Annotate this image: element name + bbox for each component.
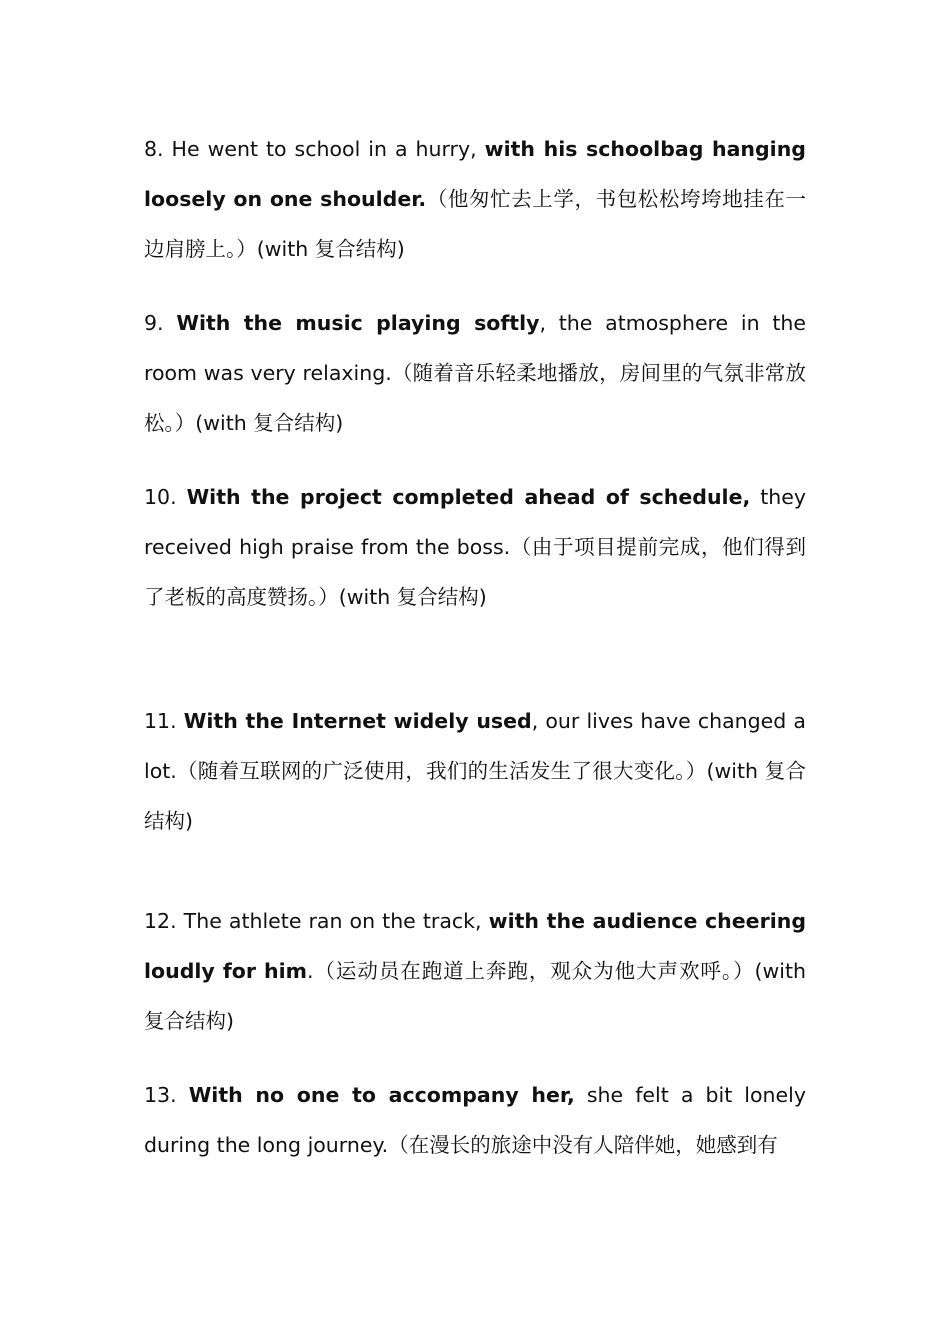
sentence-translation: , the atmosphere in the room was very relaxing.（随着音乐轻柔地播放，房间里的气氛非常放松。）(with 复合结构) xyxy=(144,311,806,435)
sentence-translation: , our lives have changed a lot.（随着互联网的广泛使用，我们的生活发生了很大变化。）(with 复合结构) xyxy=(144,709,806,833)
sentence-bold-phrase: With the music playing softly xyxy=(176,311,540,335)
sentence-bold-phrase: With no one to accompany her, xyxy=(188,1083,575,1107)
sentence-number: 13. xyxy=(144,1083,177,1107)
sentence-text xyxy=(164,311,177,335)
sentence-bold-phrase: With the Internet widely used xyxy=(183,709,532,733)
sentence-bold-phrase: with the audience cheering loudly for him xyxy=(144,909,806,983)
sentence-number: 11. xyxy=(144,709,177,733)
sentence-translation: .（运动员在跑道上奔跑，观众为他大声欢呼。）(with 复合结构) xyxy=(144,959,806,1033)
example-sentence-13 xyxy=(144,1070,806,1170)
sentence-translation: she felt a bit lonely during the long journey.（在漫长的旅途中没有人陪伴她，她感到有 xyxy=(144,1083,806,1157)
sentence-text xyxy=(177,1083,189,1107)
example-sentence-10 xyxy=(144,472,806,622)
sentence-text: He went to school in a hurry, xyxy=(163,137,485,161)
sentence-number: 8. xyxy=(144,137,164,161)
sentence-number: 10. xyxy=(144,485,177,509)
example-sentence-9 xyxy=(144,298,806,448)
sentence-text xyxy=(177,485,187,509)
sentence-bold-phrase: With the project completed ahead of schedule, xyxy=(186,485,751,509)
sentence-translation: they received high praise from the boss.（由于项目提前完成，他们得到了老板的高度赞扬。）(with 复合结构) xyxy=(144,485,806,609)
example-sentence-8 xyxy=(144,124,806,274)
sentence-number: 9. xyxy=(144,311,164,335)
sentence-text xyxy=(177,709,184,733)
sentence-bold-phrase: with his schoolbag hanging loosely on one shoulder. xyxy=(144,137,806,211)
example-sentence-12 xyxy=(144,896,806,1046)
example-sentence-11 xyxy=(144,696,806,846)
sentence-number: 12. xyxy=(144,909,177,933)
sentence-text: The athlete ran on the track, xyxy=(176,909,489,933)
sentence-translation: （他匆忙去上学，书包松松垮垮地挂在一边肩膀上。）(with 复合结构) xyxy=(144,187,806,261)
